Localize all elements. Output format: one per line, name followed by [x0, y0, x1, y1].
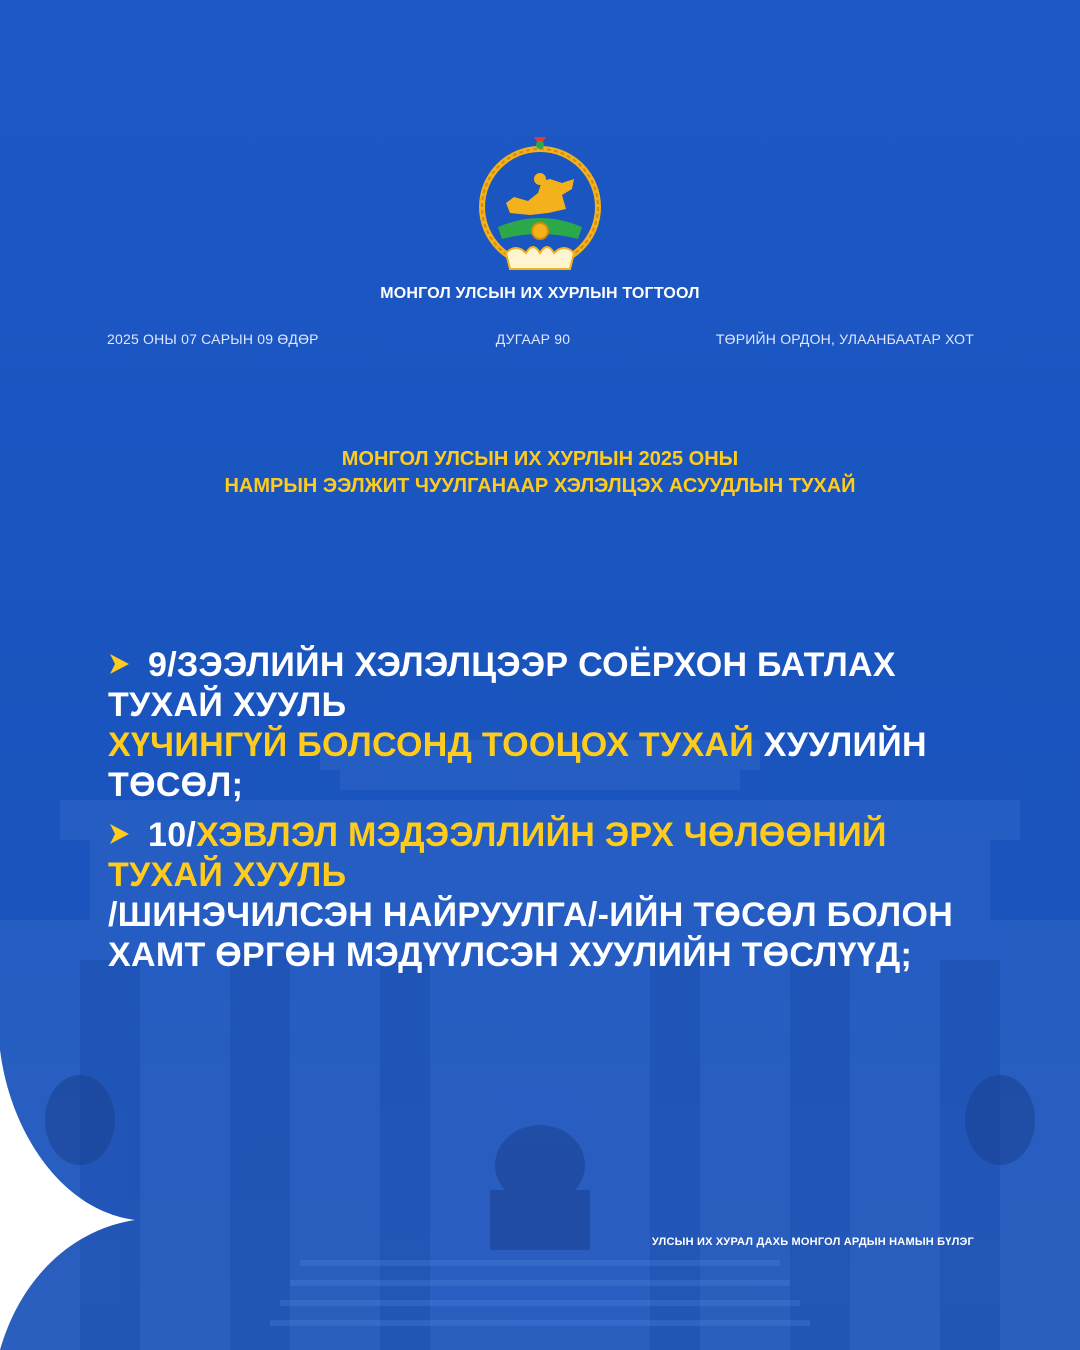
agenda-item-10-number: 10/ — [148, 816, 197, 854]
subject-line-2: НАМРЫН ЭЭЛЖИТ ЧУУЛГАНААР ХЭЛЭЛЦЭХ АСУУДЛЫН ТУХАЙ — [224, 475, 856, 497]
agenda-item-10-highlight: ХЭВЛЭЛ МЭДЭЭЛЛИЙН ЭРХ ЧӨЛӨӨНИЙ ТУХАЙ ХУУЛЬ — [108, 816, 887, 894]
resolution-date: 2025 ОНЫ 07 САРЫН 09 ӨДӨР — [107, 331, 319, 347]
footer-caucus-name: УЛСЫН ИХ ХУРАЛ ДАХЬ МОНГОЛ АРДЫН НАМЫН БҮЛЭГ — [651, 1236, 974, 1248]
agenda-item-10 — [108, 815, 1008, 975]
resolution-subject — [0, 446, 1080, 500]
chevron-right-icon — [108, 653, 130, 675]
subject-line-1: МОНГОЛ УЛСЫН ИХ ХУРЛЫН 2025 ОНЫ — [341, 448, 739, 470]
chevron-right-icon — [108, 823, 130, 845]
agenda-item-9-highlight: ХҮЧИНГҮЙ БОЛСОНД ТООЦОХ ТУХАЙ — [108, 726, 755, 764]
agenda-item-10-text: /ШИНЭЧИЛСЭН НАЙРУУЛГА/-ИЙН ТӨСӨЛ БОЛОН ХАМТ ӨРГӨН МЭДҮҮЛСЭН ХУУЛИЙН ТӨСЛҮҮД; — [108, 896, 954, 974]
agenda-item-9-suffix: ХУУЛИЙН ТӨСӨЛ; — [108, 726, 927, 804]
state-emblem-icon — [478, 135, 603, 277]
corner-wave-decoration — [0, 1050, 140, 1350]
agenda-item-9 — [108, 645, 1008, 805]
resolution-title: МОНГОЛ УЛСЫН ИХ ХУРЛЫН ТОГТООЛ — [380, 285, 700, 302]
agenda-item-9-text: 9/ЗЭЭЛИЙН ХЭЛЭЛЦЭЭР СОЁРХОН БАТЛАХ ТУХАЙ ХУУЛЬ — [108, 646, 896, 724]
resolution-number: ДУГААР 90 — [495, 331, 571, 347]
resolution-place: ТӨРИЙН ОРДОН, УЛААНБААТАР ХОТ — [715, 331, 974, 347]
